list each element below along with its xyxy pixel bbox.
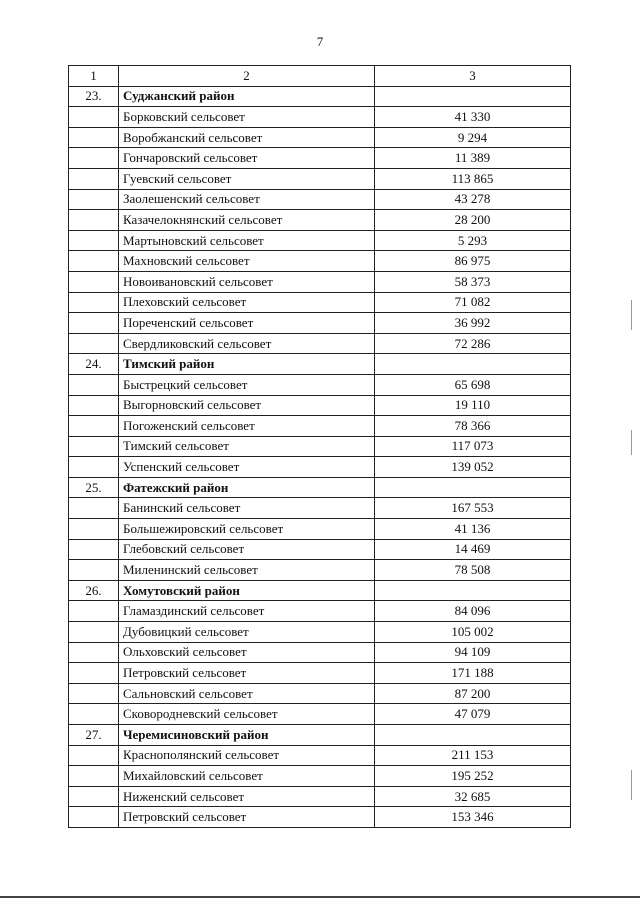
row-name-cell: Михайловский сельсовет (119, 766, 375, 787)
row-name-cell: Новоивановский сельсовет (119, 271, 375, 292)
row-number-cell (69, 230, 119, 251)
row-name-cell: Успенский сельсовет (119, 457, 375, 478)
row-value-cell: 167 553 (375, 498, 571, 519)
table-row (69, 539, 571, 560)
row-value-cell: 32 685 (375, 786, 571, 807)
row-value-cell: 117 073 (375, 436, 571, 457)
row-name-cell: Хомутовский район (119, 580, 375, 601)
table-row (69, 292, 571, 313)
page-number: 7 (316, 34, 324, 49)
scan-edge-mark (631, 770, 632, 800)
row-number-cell (69, 786, 119, 807)
row-value-cell: 87 200 (375, 683, 571, 704)
row-number-cell (69, 271, 119, 292)
row-name-cell: Заолешенский сельсовет (119, 189, 375, 210)
row-name-cell: Мартыновский сельсовет (119, 230, 375, 251)
table-row (69, 560, 571, 581)
table-row (69, 313, 571, 334)
row-number-cell (69, 127, 119, 148)
row-name-cell: Сальновский сельсовет (119, 683, 375, 704)
row-number-cell (69, 395, 119, 416)
row-name-cell: Махновский сельсовет (119, 251, 375, 272)
row-name-cell: Быстрецкий сельсовет (119, 374, 375, 395)
row-value-cell: 153 346 (375, 807, 571, 828)
table-row (69, 498, 571, 519)
row-value-cell: 86 975 (375, 251, 571, 272)
column-header-name: 2 (119, 66, 375, 87)
district-row (69, 354, 571, 375)
row-value-cell: 84 096 (375, 601, 571, 622)
row-name-cell: Гончаровский сельсовет (119, 148, 375, 169)
table-row (69, 271, 571, 292)
row-number-cell (69, 374, 119, 395)
row-name-cell: Гламаздинский сельсовет (119, 601, 375, 622)
row-number-cell (69, 251, 119, 272)
row-number-cell (69, 210, 119, 231)
row-number-cell (69, 333, 119, 354)
table-row (69, 807, 571, 828)
row-value-cell: 19 110 (375, 395, 571, 416)
table-row (69, 704, 571, 725)
row-number-cell (69, 766, 119, 787)
row-value-cell: 11 389 (375, 148, 571, 169)
row-name-cell: Сковородневский сельсовет (119, 704, 375, 725)
row-value-cell: 14 469 (375, 539, 571, 560)
row-number-cell (69, 457, 119, 478)
row-value-cell (375, 86, 571, 107)
row-value-cell: 43 278 (375, 189, 571, 210)
row-value-cell: 78 508 (375, 560, 571, 581)
row-value-cell: 41 136 (375, 519, 571, 540)
row-number-cell (69, 416, 119, 437)
row-number-cell (69, 642, 119, 663)
district-row (69, 86, 571, 107)
table-row (69, 601, 571, 622)
row-number-cell (69, 498, 119, 519)
scan-edge-mark (631, 430, 632, 455)
row-number-cell (69, 107, 119, 128)
district-row (69, 580, 571, 601)
row-name-cell: Глебовский сельсовет (119, 539, 375, 560)
row-value-cell (375, 477, 571, 498)
row-value-cell: 139 052 (375, 457, 571, 478)
row-value-cell: 94 109 (375, 642, 571, 663)
row-value-cell: 65 698 (375, 374, 571, 395)
table-row (69, 251, 571, 272)
row-name-cell: Борковский сельсовет (119, 107, 375, 128)
row-number-cell (69, 148, 119, 169)
table-row (69, 127, 571, 148)
table-row (69, 374, 571, 395)
row-name-cell: Погоженский сельсовет (119, 416, 375, 437)
row-name-cell: Тимский сельсовет (119, 436, 375, 457)
row-number-cell (69, 704, 119, 725)
table-row (69, 189, 571, 210)
table-row (69, 642, 571, 663)
row-number-cell (69, 519, 119, 540)
table-row (69, 395, 571, 416)
row-number-cell: 26. (69, 580, 119, 601)
table-row (69, 745, 571, 766)
row-value-cell: 211 153 (375, 745, 571, 766)
table-row (69, 230, 571, 251)
table-row (69, 107, 571, 128)
row-name-cell: Тимский район (119, 354, 375, 375)
row-name-cell: Большежировский сельсовет (119, 519, 375, 540)
district-row (69, 477, 571, 498)
row-value-cell (375, 354, 571, 375)
table-row (69, 786, 571, 807)
table-row (69, 168, 571, 189)
row-number-cell (69, 313, 119, 334)
row-value-cell: 9 294 (375, 127, 571, 148)
row-value-cell: 58 373 (375, 271, 571, 292)
table-row (69, 148, 571, 169)
column-header-number: 1 (69, 66, 119, 87)
row-number-cell: 24. (69, 354, 119, 375)
column-header-value: 3 (375, 66, 571, 87)
row-name-cell: Петровский сельсовет (119, 807, 375, 828)
row-number-cell: 25. (69, 477, 119, 498)
row-number-cell: 27. (69, 725, 119, 746)
table-row (69, 683, 571, 704)
row-number-cell (69, 292, 119, 313)
row-number-cell (69, 436, 119, 457)
row-value-cell: 47 079 (375, 704, 571, 725)
scan-edge-mark (631, 300, 632, 330)
table-row (69, 457, 571, 478)
row-value-cell: 5 293 (375, 230, 571, 251)
row-number-cell (69, 601, 119, 622)
row-name-cell: Гуевский сельсовет (119, 168, 375, 189)
row-name-cell: Черемисиновский район (119, 725, 375, 746)
table-row (69, 416, 571, 437)
row-number-cell (69, 745, 119, 766)
row-value-cell: 36 992 (375, 313, 571, 334)
row-value-cell: 171 188 (375, 663, 571, 684)
row-name-cell: Банинский сельсовет (119, 498, 375, 519)
row-name-cell: Краснополянский сельсовет (119, 745, 375, 766)
row-value-cell (375, 725, 571, 746)
row-value-cell: 105 002 (375, 622, 571, 643)
table-header-row (69, 66, 571, 87)
row-name-cell: Фатежский район (119, 477, 375, 498)
scan-bottom-edge (0, 896, 640, 898)
table-row (69, 210, 571, 231)
row-number-cell (69, 663, 119, 684)
row-name-cell: Воробжанский сельсовет (119, 127, 375, 148)
table-row (69, 436, 571, 457)
table-row (69, 622, 571, 643)
row-value-cell: 78 366 (375, 416, 571, 437)
row-number-cell (69, 539, 119, 560)
row-value-cell (375, 580, 571, 601)
row-name-cell: Ольховский сельсовет (119, 642, 375, 663)
row-name-cell: Дубовицкий сельсовет (119, 622, 375, 643)
data-table (68, 65, 571, 828)
row-number-cell (69, 168, 119, 189)
row-number-cell (69, 807, 119, 828)
row-name-cell: Ниженский сельсовет (119, 786, 375, 807)
row-number-cell (69, 560, 119, 581)
row-name-cell: Выгорновский сельсовет (119, 395, 375, 416)
row-name-cell: Свердликовский сельсовет (119, 333, 375, 354)
table-row (69, 519, 571, 540)
table-body (69, 86, 571, 827)
district-row (69, 725, 571, 746)
row-number-cell (69, 622, 119, 643)
row-value-cell: 41 330 (375, 107, 571, 128)
row-value-cell: 28 200 (375, 210, 571, 231)
row-number-cell (69, 189, 119, 210)
row-number-cell: 23. (69, 86, 119, 107)
row-name-cell: Пореченский сельсовет (119, 313, 375, 334)
table-row (69, 333, 571, 354)
row-value-cell: 195 252 (375, 766, 571, 787)
row-number-cell (69, 683, 119, 704)
table-row (69, 663, 571, 684)
row-name-cell: Миленинский сельсовет (119, 560, 375, 581)
row-value-cell: 71 082 (375, 292, 571, 313)
row-value-cell: 113 865 (375, 168, 571, 189)
row-name-cell: Петровский сельсовет (119, 663, 375, 684)
row-name-cell: Казачелокнянский сельсовет (119, 210, 375, 231)
table-row (69, 766, 571, 787)
row-name-cell: Суджанский район (119, 86, 375, 107)
row-value-cell: 72 286 (375, 333, 571, 354)
row-name-cell: Плеховский сельсовет (119, 292, 375, 313)
